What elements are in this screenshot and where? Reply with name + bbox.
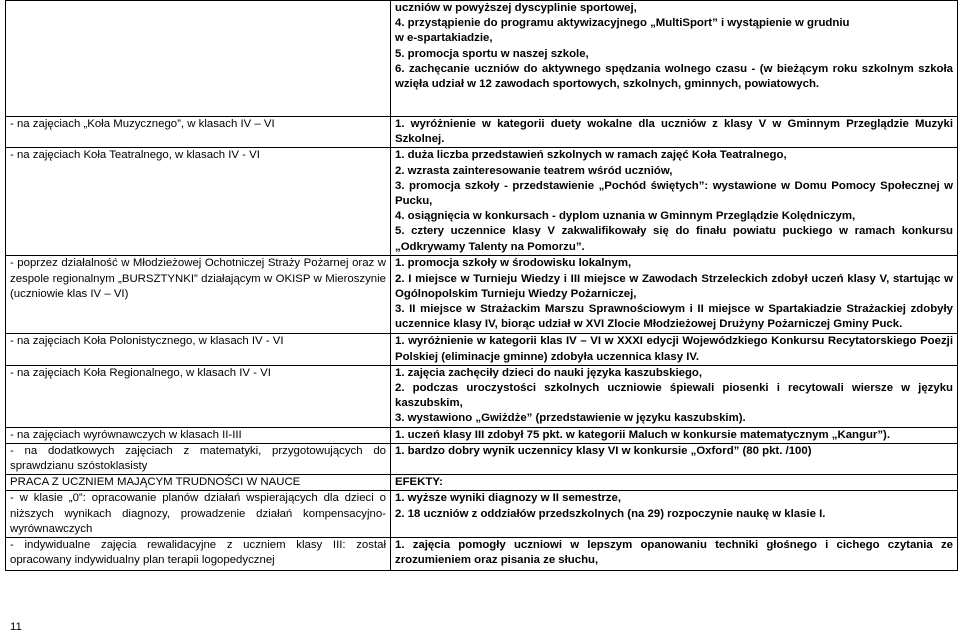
activity-cell xyxy=(6,256,391,334)
effect-item: 5. promocja sportu w naszej szkole, xyxy=(395,47,589,60)
effect-item: 3. promocja szkoły - przedstawienie „Pochód świętych”: wystawione w Domu Pomocy Społecznej w Pucku, xyxy=(395,179,953,208)
activity-cell xyxy=(6,117,391,148)
activity-text: - indywidualne zajęcia rewalidacyjne z uczniem klasy III: został opracowany indywidualny plan terapii logopedycznej xyxy=(10,539,386,567)
activity-cell xyxy=(6,475,391,491)
effect-item: 1. bardzo dobry wynik uczennicy klasy VI w konkursie „Oxford” (80 pkt. /100) xyxy=(395,444,812,457)
activity-cell xyxy=(6,1,391,117)
activity-text: - na zajęciach Koła Regionalnego, w klasach IV - VI xyxy=(10,366,271,379)
effect-item: 1. wyróżnienie w kategorii duety wokalne dla uczniów z klasy V w Gminnym Przeglądzie Muzyki Szkolnej. xyxy=(395,118,953,146)
effects-cell xyxy=(391,443,958,474)
effects-cell xyxy=(391,334,958,365)
effects-cell xyxy=(391,148,958,256)
effect-item: 1. uczeń klasy III zdobył 75 pkt. w kategorii Maluch w konkursie matematycznym „Kangur”). xyxy=(395,428,891,441)
effect-item: 6. zachęcanie uczniów do aktywnego spędzania wolnego czasu - (w bieżącym roku szkolnym szkoła wzięła udział w 12 zawodach sportowych, szkolnych, gminnych, powiatowych. xyxy=(395,62,953,91)
activity-cell xyxy=(6,538,391,571)
table-row xyxy=(6,427,958,443)
table-row xyxy=(6,256,958,334)
table-row xyxy=(6,334,958,365)
table-row xyxy=(6,117,958,148)
activity-text: - na zajęciach Koła Polonistycznego, w klasach IV - VI xyxy=(10,335,284,348)
effect-item: 1. zajęcia zachęciły dzieci do nauki języka kaszubskiego, xyxy=(395,366,703,379)
activity-text: - na dodatkowych zajęciach z matematyki, przygotowujących do sprawdzianu szóstoklasisty xyxy=(10,444,386,473)
effects-cell xyxy=(391,1,958,117)
effect-item: 1. promocja szkoły w środowisku lokalnym, xyxy=(395,257,632,270)
table-row xyxy=(6,1,958,117)
activity-text: - poprzez działalność w Młodzieżowej Ochotniczej Straży Pożarnej oraz w zespole regionalnym „BURSZTYNKI” działającym w OKISP w Mieroszynie (uczniowie klas IV – VI) xyxy=(10,257,386,300)
section-header-right: EFEKTY: xyxy=(395,476,443,489)
effect-item: 1. zajęcia pomogły uczniowi w lepszym opanowaniu techniki głośnego i cichego czytania ze zrozumieniem oraz pisania ze słuchu, xyxy=(395,539,953,567)
effects-cell xyxy=(391,365,958,427)
effect-item: 2. wzrasta zainteresowanie teatrem wśród uczniów, xyxy=(395,164,673,177)
effect-item: 2. 18 uczniów z oddziałów przedszkolnych (na 29) rozpoczynie naukę w klasie I. xyxy=(395,507,826,520)
table-row xyxy=(6,443,958,474)
page-number: 11 xyxy=(10,621,22,633)
table-row xyxy=(6,491,958,538)
table-row xyxy=(6,538,958,571)
effect-item: 1. wyższe wyniki diagnozy w II semestrze, xyxy=(395,492,621,505)
effect-item: 1. wyróżnienie w kategorii klas IV – VI w XXXI edycji Wojewódzkiego Konkursu Recytatorskiego Poezji Polskiej (eliminacje gminne) zdobyła uczennica klasy IV. xyxy=(395,335,953,363)
effect-item: 2. podczas uroczystości szkolnych uczniowie śpiewali piosenki i recytowali wiersze w języku kaszubskim, xyxy=(395,382,953,410)
effect-item: 5. cztery uczennice klasy V zakwalifikowały się do finału powiatu puckiego w ramach konkursu „Odkrywamy Talenty na Pomorzu”. xyxy=(395,225,953,253)
effects-cell xyxy=(391,475,958,491)
effects-cell xyxy=(391,427,958,443)
section-header-left: PRACA Z UCZNIEM MAJĄCYM TRUDNOŚCI W NAUCE xyxy=(10,476,301,489)
effects-cell xyxy=(391,538,958,571)
table-row xyxy=(6,475,958,491)
effect-item: uczniów w powyższej dyscyplinie sportowej, xyxy=(395,2,637,14)
table-row xyxy=(6,148,958,256)
effect-item: 4. przystąpienie do programu aktywizacyjnego „MultiSport” i wystąpienie w grudniu xyxy=(395,17,850,30)
activity-cell xyxy=(6,365,391,427)
effect-item: 4. osiągnięcia w konkursach - dyplom uznania w Gminnym Przeglądzie Kolędniczym, xyxy=(395,210,856,223)
activity-cell xyxy=(6,427,391,443)
activity-text: - na zajęciach Koła Teatralnego, w klasach IV - VI xyxy=(10,149,260,162)
effect-item: w e-spartakiadzie, xyxy=(395,32,493,45)
achievements-table xyxy=(5,0,958,571)
activity-text: - w klasie „0”: opracowanie planów działań wspierających dla dzieci o niższych wynikach diagnozy, prowadzenie działań kompensacyjno-wyrównawczych xyxy=(10,492,386,535)
effect-item: 2. I miejsce w Turnieju Wiedzy i III miejsce w Zawodach Strzeleckich zdobył uczeń klasy V, startując w Ogólnopolskim Turnieju Wiedzy Pożarniczej, xyxy=(395,272,953,300)
table-row xyxy=(6,365,958,427)
activity-cell xyxy=(6,148,391,256)
effects-cell xyxy=(391,117,958,148)
effects-cell xyxy=(391,491,958,538)
effects-cell xyxy=(391,256,958,334)
activity-cell xyxy=(6,334,391,365)
effect-item: 3. II miejsce w Strażackim Marszu Sprawnościowym i II miejsce w Spartakiadzie Strażackiej zdobyły uczennice klasy IV, biorąc udział w XVI Zlocie Młodzieżowej Drużyny Pożarniczej Gminy Puck. xyxy=(395,303,953,331)
effect-item: 3. wystawiono „Gwiżdże” (przedstawienie w języku kaszubskim). xyxy=(395,412,746,425)
activity-cell xyxy=(6,443,391,474)
activity-cell xyxy=(6,491,391,538)
activity-text: - na zajęciach „Koła Muzycznego”, w klasach IV – VI xyxy=(10,118,275,130)
activity-text: - na zajęciach wyrównawczych w klasach II-III xyxy=(10,428,242,441)
effect-item: 1. duża liczba przedstawień szkolnych w ramach zajęć Koła Teatralnego, xyxy=(395,149,787,162)
